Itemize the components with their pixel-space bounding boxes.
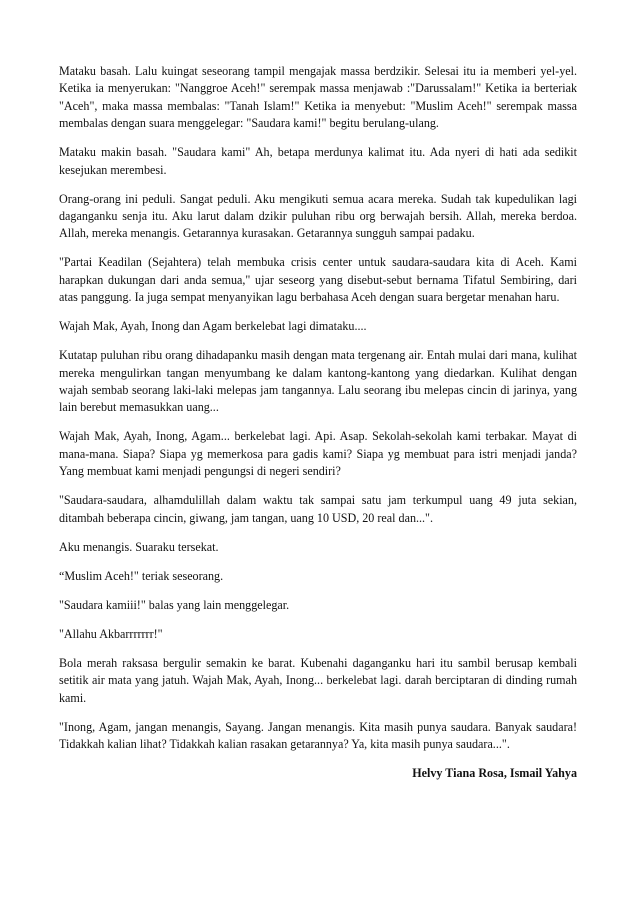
paragraph-3: Orang-orang ini peduli. Sangat peduli. Aku mengikuti semua acara mereka. Sudah tak kupedulikan lagi daganganku senja itu. Aku larut dalam dzikir puluhan ribu org berwajah bersih. Allah, mereka berdoa. Allah, mereka menangis. Getarannya kurasakan. Getarannya sungguh sampai padaku. [59,191,577,241]
paragraph-10: “Muslim Aceh!" teriak seseorang. [59,568,224,583]
paragraph-11: "Saudara kamiii!" balas yang lain menggelegar. [59,597,290,612]
author-signature: Helvy Tiana Rosa, Ismail Yahya [412,765,577,780]
paragraph-5: Wajah Mak, Ayah, Inong dan Agam berkelebat lagi dimataku.... [59,319,367,334]
paragraph-6: Kutatap puluhan ribu orang dihadapanku masih dengan mata tergenang air. Entah mulai dari mana, kulihat mereka mengulirkan tangan menyumbang ke dalam kantong-kantong yang diedarkan. Kulihat dengan wajah sembab seorang laki-laki melepas jam tangannya. Lalu seorang ibu melepas cincin di jarinya, yang lain berebut memasukkan uang... [59,348,577,415]
paragraph-14: "Inong, Agam, jangan menangis, Sayang. Jangan menangis. Kita masih punya saudara. Banyak saudara! Tidakkah kalian lihat? Tidakkah kalian rasakan getarannya? Ya, kita masih punya saudara...". [59,719,577,751]
paragraph-7: Wajah Mak, Ayah, Inong, Agam... berkelebat lagi. Api. Asap. Sekolah-sekolah kami terbakar. Mayat di mana-mana. Siapa? Siapa yg memerkosa para gadis kami? Siapa yg membuat para istri menjadi janda? Yang membuat kami menjadi pengungsi di negeri sendiri? [59,429,577,479]
paragraph-1: Mataku basah. Lalu kuingat seseorang tampil mengajak massa berdzikir. Selesai itu ia memberi yel-yel. Ketika ia menyerukan: "Nanggroe Aceh!" serempak massa menjawab :"Darussalam!" Ketika ia berteriak "Aceh", maka massa membalas: "Tanah Islam!" Ketika ia menyebut: "Muslim Aceh!" serempak massa membalas dengan suara menggelegar: "Saudara kami!" begitu berulang-ulang. [59,64,577,131]
paragraph-9: Aku menangis. Suaraku tersekat. [59,539,219,554]
paragraph-12: "Allahu Akbarrrrrrr!" [59,626,163,641]
paragraph-13: Bola merah raksasa bergulir semakin ke barat. Kubenahi daganganku hari itu sambil berusap kembali setitik air mata yang jatuh. Wajah Mak, Ayah, Inong... berkelebat lagi. darah berciptaran di dinding rumah kami. [59,655,577,705]
document-page [59,63,577,794]
paragraph-4: "Partai Keadilan (Sejahtera) telah membuka crisis center untuk saudara-saudara kita di Aceh. Kami harapkan dukungan dari anda semua," ujar seseorg yang disebut-sebut bernama Tifatul Sembiring, dari atas panggung. Ia juga sempat menyanyikan lagu berbahasa Aceh dengan suara bergetar menahan haru. [59,255,577,305]
paragraph-2: Mataku makin basah. "Saudara kami" Ah, betapa merdunya kalimat itu. Ada nyeri di hati ada sedikit kesejukan merembesi. [59,145,577,177]
paragraph-8: "Saudara-saudara, alhamdulillah dalam waktu tak sampai satu jam terkumpul uang 49 juta sekian, ditambah beberapa cincin, giwang, jam tangan, uang 10 USD, 20 real dan...". [59,493,577,525]
